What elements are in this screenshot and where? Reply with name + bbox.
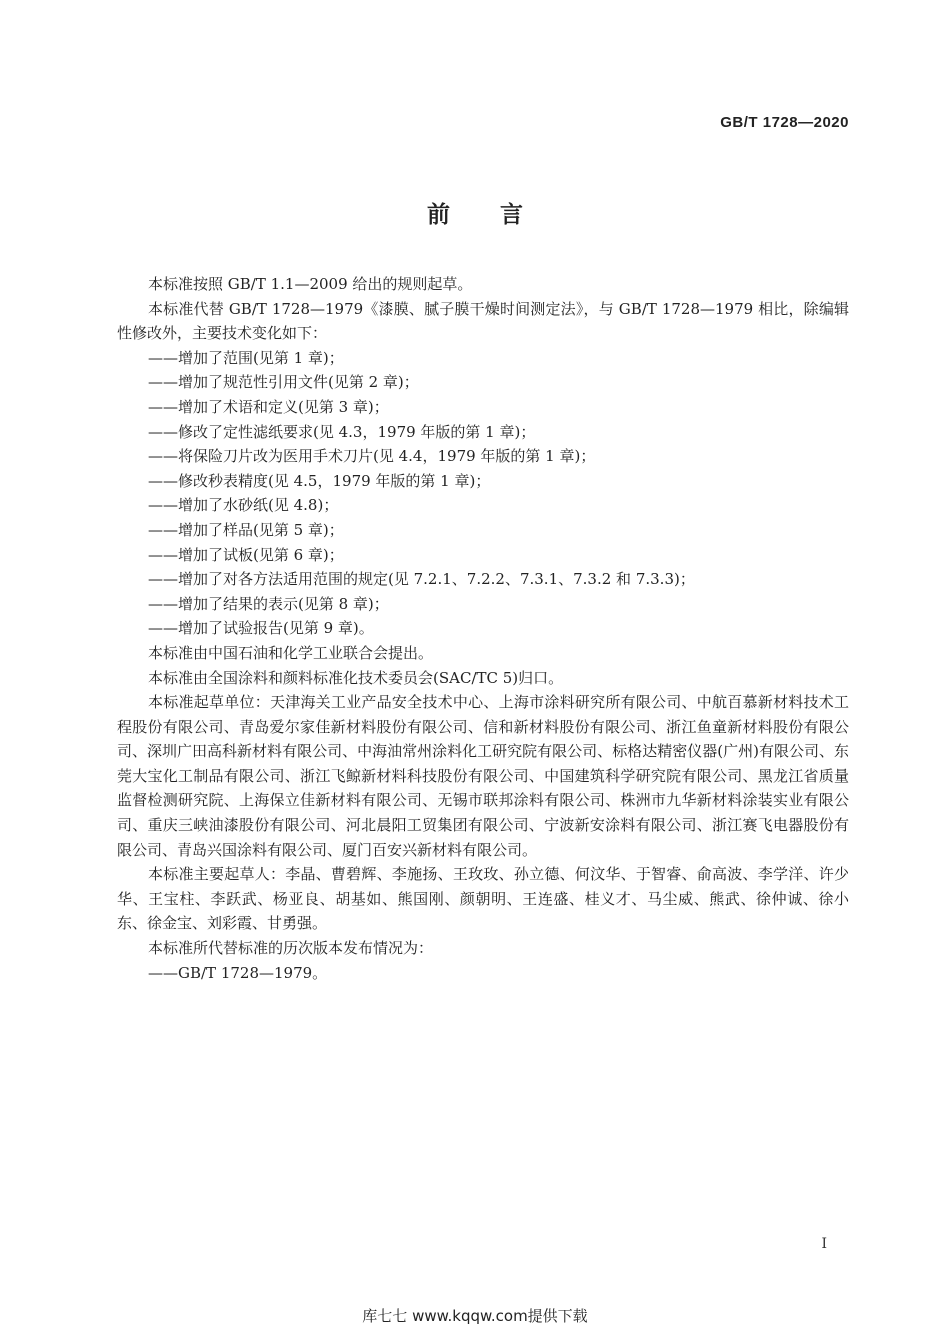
- paragraph-committee: 本标准由全国涂料和颜料标准化技术委员会(SAC/TC 5)归口。: [148, 668, 564, 687]
- paragraph-drafters: 本标准主要起草人：李晶、曹碧辉、李施扬、王玫玫、孙立德、何汶华、于智睿、俞高波、李学洋、许少华、王宝柱、李跃武、杨亚良、胡基如、熊国刚、颜朝明、王连盛、桂义才、马尘威、熊武、徐仲诚、徐小东、徐金宝、刘彩霞、甘勇强。: [117, 865, 849, 933]
- paragraph-drafting-units: 本标准起草单位：天津海关工业产品安全技术中心、上海市涂料研究所有限公司、中航百慕新材料技术工程股份有限公司、青岛爱尔家佳新材料股份有限公司、信和新材料股份有限公司、浙江鱼童新材料股份有限公司、深圳广田高科新材料有限公司、中海油常州涂料化工研究院有限公司、标格达精密仪器(广州)有限公司、东莞大宝化工制品有限公司、浙江飞鲸新材料科技股份有限公司、中国建筑科学研究院有限公司、黑龙江省质量监督检测研究院、上海保立佳新材料有限公司、无锡市联邦涂料有限公司、株洲市九华新材料涂装实业有限公司、重庆三峡油漆股份有限公司、河北晨阳工贸集团有限公司、宁波新安涂料有限公司、浙江赛飞电器股份有限公司、青岛兴国涂料有限公司、厦门百安兴新材料有限公司。: [117, 693, 849, 859]
- history-item: ——GB/T 1728—1979。: [148, 963, 328, 982]
- change-item: ——增加了试验报告(见第 9 章)。: [148, 619, 374, 638]
- change-item: ——将保险刀片改为医用手术刀片(见 4.4，1979 年版的第 1 章)；: [148, 447, 596, 466]
- download-footer: 库七七 www.kqqw.com提供下载: [362, 1307, 588, 1325]
- change-item: ——增加了水砂纸(见 4.8)；: [148, 496, 339, 515]
- paragraph-proposer: 本标准由中国石油和化学工业联合会提出。: [148, 643, 434, 662]
- change-item: ——增加了试板(见第 6 章)；: [148, 545, 344, 564]
- standard-code: GB/T 1728—2020: [720, 114, 849, 131]
- paragraph-replacement: 本标准代替 GB/T 1728—1979《漆膜、腻子膜干燥时间测定法》，与 GB/T 1728—1979 相比，除编辑性修改外，主要技术变化如下：: [117, 299, 849, 343]
- paragraph-history: 本标准所代替标准的历次版本发布情况为：: [148, 939, 434, 958]
- change-item: ——修改了定性滤纸要求(见 4.3，1979 年版的第 1 章)；: [148, 422, 536, 441]
- page-number: I: [821, 1236, 827, 1252]
- change-item: ——增加了术语和定义(见第 3 章)；: [148, 397, 389, 416]
- paragraph-drafting-rules: 本标准按照 GB/T 1.1—2009 给出的规则起草。: [148, 275, 473, 293]
- change-item: ——增加了样品(见第 5 章)；: [148, 520, 344, 539]
- change-item: ——修改秒表精度(见 4.5，1979 年版的第 1 章)；: [148, 471, 491, 490]
- foreword-body: [117, 272, 849, 985]
- change-item: ——增加了对各方法适用范围的规定(见 7.2.1、7.2.2、7.3.1、7.3.2 和 7.3.3)；: [148, 570, 695, 589]
- change-item: ——增加了结果的表示(见第 8 章)；: [148, 594, 389, 613]
- change-item: ——增加了范围(见第 1 章)；: [148, 348, 344, 367]
- change-item: ——增加了规范性引用文件(见第 2 章)；: [148, 373, 419, 392]
- page-title: 前言: [427, 202, 573, 228]
